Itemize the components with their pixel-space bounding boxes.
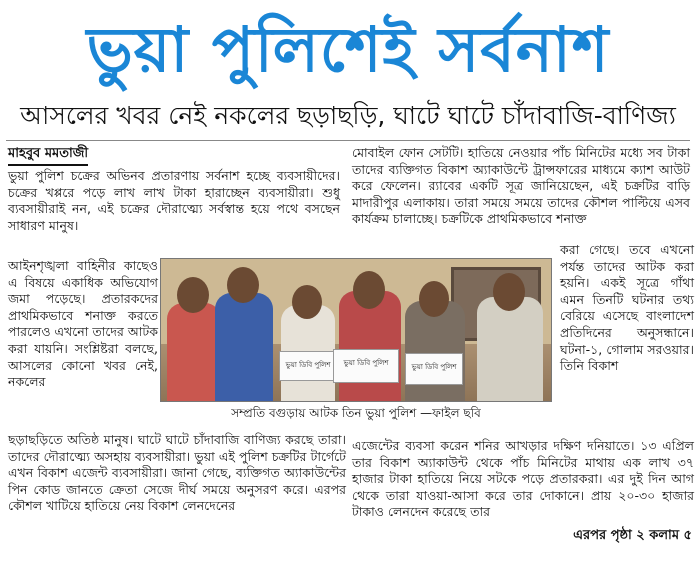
photo-head <box>177 277 209 313</box>
byline: মাহবুব মমতাজী <box>8 145 88 166</box>
photo-head <box>493 273 525 311</box>
body-text-right-side: করা গেছে। তবে এখনো পর্যন্ত তাদের আটক করা হয়নি। একই সূত্রে গাঁথা এমন তিনটি ঘটনার তথ্য বেরিয়ে এসেছে বাংলাদেশ প্রতিদিনের অনুসন্ধানে। ঘটনা-১, গোলাম সরওয়ার। তিনি বিকাশ <box>560 242 694 374</box>
photo-sign: ভুয়া ডিবি পুলিশ <box>333 349 399 383</box>
photo-head <box>353 271 385 309</box>
photo-person <box>477 297 543 401</box>
news-photo <box>160 258 552 402</box>
photo-person <box>215 293 273 401</box>
continued-on-page: এরপর পৃষ্ঠা ২ কলাম ৫ <box>573 528 692 543</box>
photo-head <box>292 285 322 319</box>
photo-sign: ভুয়া ডিবি পুলিশ <box>279 351 337 381</box>
headline: ভুয়া পুলিশেই সর্বনাশ <box>86 13 610 86</box>
photo-head <box>419 281 449 317</box>
body-text-left-top: ভুয়া পুলিশ চক্রের অভিনব প্রতারণায় সর্বনাশ হচ্ছে ব্যবসায়ীদের। চক্রের খপ্পরে পড়ে লাখ লাখ টাকা হারাচ্ছেন ব্যবসায়ীরা। শুধু ব্যবসায়ীরাই নন, এই চক্রের দৌরাত্ম্যে সর্বস্বান্ত হয়ে পথে বসছেন সাধারণ মানুষ। <box>8 168 340 233</box>
body-text-right-top: মোবাইল ফোন সেটটি। হাতিয়ে নেওয়ার পাঁচ মিনিটের মধ্যে সব টাকা তাদের ব্যক্তিগত বিকাশ অ্যাকাউন্টে ট্রান্সফারের মাধ্যমে ক্যাশ আউট করে ফেলেন। র‌্যাবের একটি সূত্র জানিয়েছেন, এই চক্রটির বাড়ি মাদারীপুর এলাকায়। তারা সময়ে সময়ে তাদের কৌশল পাল্টিয়ে এসব কার্যক্রম চালাচ্ছে। চক্রটিকে প্রাথমিকভাবে শনাক্ত <box>352 145 690 227</box>
photo-person <box>167 303 221 401</box>
divider <box>6 140 690 141</box>
subheadline: আসলের খবর নেই নকলের ছড়াছড়ি, ঘাটে ঘাটে চাঁদাবাজি-বাণিজ্য <box>20 101 676 130</box>
body-text-right-bottom: এজেন্টের ব্যবসা করেন শনির আখড়ার দক্ষিণ দনিয়াতে। ১৩ এপ্রিল তার বিকাশ অ্যাকাউন্ট থেকে পাঁচ মিনিটের মাথায় এক লাখ ৩৭ হাজার টাকা হাতিয়ে নিয়ে সটকে পড়ে প্রতারকরা। এর দুই দিন আগ থেকে তারা যাওয়া-আসা করে তার দোকানে। প্রায় ২০-৩০ হাজার টাকাও লেনদেন করেছে তার <box>352 438 694 520</box>
photo-caption: সম্প্রতি বগুড়ায় আটক তিন ভুয়া পুলিশ —ফাইল ছবি <box>231 406 481 420</box>
photo-head <box>227 267 259 303</box>
body-text-left-side: আইনশৃঙ্খলা বাহিনীর কাছেও এ বিষয়ে একাধিক অভিযোগ জমা পড়েছে। প্রতারকদের প্রাথমিকভাবে শনাক্ত করতে পারলেও এখনো তাদের আটক করা যায়নি। সংশ্লিষ্টরা বলছে, আসলের কোনো খবর নেই, নকলের <box>8 258 158 390</box>
body-text-left-bottom: ছড়াছড়িতে অতিষ্ঠ মানুষ। ঘাটে ঘাটে চাঁদাবাজি বাণিজ্য করছে তারা। তাদের দৌরাত্ম্যে অসহায় ব্যবসায়ীরা। ভুয়া এই পুলিশ চক্রটির টার্গেটে এখন বিকাশ এজেন্ট ব্যবসায়ীরা। জানা গেছে, ব্যক্তিগত অ্যাকাউন্টের পিন কোড জানতে ক্রেতা সেজে দীর্ঘ সময়ে অনুসরণ করে। এরপর কৌশল খাটিয়ে হাতিয়ে নেয় বিকাশ লেনদেনের <box>8 432 346 514</box>
photo-sign: ভুয়া ডিবি পুলিশ <box>405 353 463 385</box>
